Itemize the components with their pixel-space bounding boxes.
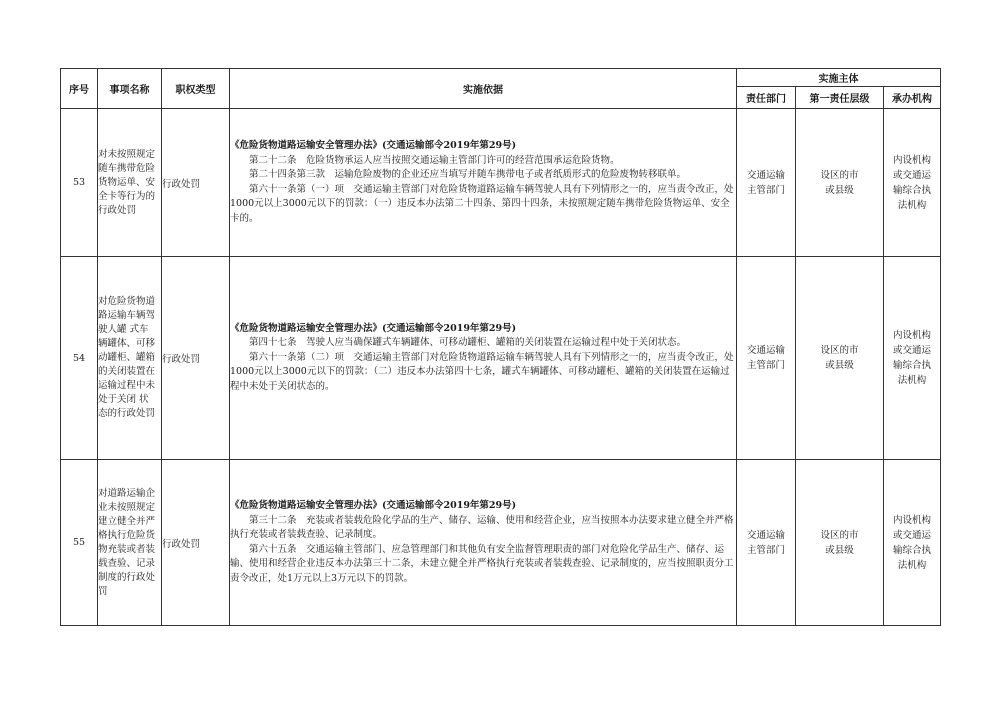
row-first-level bbox=[796, 460, 884, 626]
header-seq: 序号 bbox=[61, 69, 98, 109]
row-item-name bbox=[98, 257, 162, 460]
power-list-table bbox=[60, 68, 941, 626]
item-name-line: 建立健全并严 bbox=[98, 515, 156, 527]
org-line: 或交通运 bbox=[893, 345, 932, 356]
basis-paragraph: 第四十七条 驾驶人应当确保罐式车辆罐体、可移动罐柜、罐箱的关闭装置在运输过程中处于关闭状态。 bbox=[249, 337, 687, 349]
item-name-line: 态的行政处罚 bbox=[98, 408, 156, 419]
item-name-line: 驶人罐 式车 bbox=[98, 324, 149, 335]
item-name-line: 动罐柜、罐箱 bbox=[98, 352, 156, 363]
header-implementing-subject: 实施主体 bbox=[737, 69, 941, 87]
org-line: 或交通运 bbox=[893, 529, 932, 541]
org-line: 内设机构 bbox=[893, 514, 932, 526]
org-line: 输综合执 bbox=[893, 544, 932, 556]
basis-paragraph: 第六十一条第（一）项 交通运输主管部门对危险货物道路运输车辆驾驶人具有下列情形之一的，应当责令改正，处1000元以上3000元以下的罚款：（一）违反本办法第二十四条、第四十四条，未按照规定随车携带危险货物运单、安全卡的。 bbox=[230, 183, 734, 224]
row-first-level bbox=[796, 109, 884, 257]
item-name-line: 格执行危险货 bbox=[98, 529, 156, 541]
org-line: 法机构 bbox=[897, 375, 927, 386]
basis-title: 《危险货物道路运输安全管理办法》(交通运输部令2019年第29号) bbox=[230, 500, 517, 511]
org-line: 内设机构 bbox=[893, 330, 932, 341]
dept-line: 交通运输 bbox=[746, 169, 785, 181]
org-line: 输综合执 bbox=[893, 184, 932, 196]
row-responsible-dept bbox=[737, 109, 796, 257]
basis-paragraph: 第二十二条 危险货物承运人应当按照交通运输主管部门许可的经营范围承运危险货物。 bbox=[249, 154, 620, 166]
row-handling-org bbox=[884, 460, 941, 626]
row-power-type: 行政处罚 bbox=[162, 460, 230, 626]
item-name-line: 的关闭装置在 bbox=[98, 366, 156, 377]
basis-paragraph: 第三十二条 充装或者装载危险化学品的生产、储存、运输、使用和经营企业，应当按照本办法要求建立健全并严格执行充装或者装载查验、记录制度。 bbox=[230, 514, 734, 540]
row-handling-org bbox=[884, 257, 941, 460]
level-line: 或县级 bbox=[825, 360, 854, 371]
org-line: 法机构 bbox=[897, 559, 927, 571]
header-item-name: 事项名称 bbox=[98, 69, 162, 109]
header-first-level: 第一责任层级 bbox=[796, 87, 884, 109]
basis-paragraph: 第六十五条 交通运输主管部门、应急管理部门和其他负有安全监督管理职责的部门对危险化学品生产、储存、运输、使用和经营企业违反本办法第三十二条，未建立健全并严格执行充装或者装载查验、记录制度的，应当按照职责分工责令改正，处1万元以上3万元以下的罚款。 bbox=[230, 543, 734, 584]
item-name-line: 对道路运输企 bbox=[98, 487, 156, 499]
level-line: 设区的市 bbox=[820, 529, 859, 541]
row-power-type: 行政处罚 bbox=[162, 257, 230, 460]
item-name-line: 载查验、记录 bbox=[98, 557, 156, 569]
row-item-name bbox=[98, 460, 162, 626]
row-seq: 53 bbox=[61, 109, 98, 257]
item-name-line: 货物运单、安 bbox=[98, 176, 156, 188]
header-basis: 实施依据 bbox=[230, 69, 737, 109]
org-line: 法机构 bbox=[897, 199, 927, 211]
org-line: 或交通运 bbox=[893, 169, 932, 181]
item-name-line: 路运输车辆驾 bbox=[98, 310, 156, 321]
row-responsible-dept bbox=[737, 460, 796, 626]
row-handling-org bbox=[884, 109, 941, 257]
level-line: 设区的市 bbox=[820, 169, 859, 181]
basis-title: 《危险货物道路运输安全管理办法》(交通运输部令2019年第29号) bbox=[230, 140, 517, 151]
item-name-line: 随车携带危险 bbox=[98, 162, 156, 174]
dept-line: 主管部门 bbox=[746, 184, 785, 196]
row-first-level bbox=[796, 257, 884, 460]
item-name-line: 罚 bbox=[98, 585, 108, 597]
item-name-line: 全卡等行为的 bbox=[98, 190, 156, 202]
basis-paragraph: 第六十一条第（二）项 交通运输主管部门对危险货物道路运输车辆驾驶人具有下列情形之一的，应当责令改正，处1000元以上3000元以下的罚款：（二）违反本办法第四十七条，罐式车辆罐体、可移动罐柜、罐箱的关闭装置在运输过程中未处于关闭状态的。 bbox=[230, 351, 734, 392]
dept-line: 主管部门 bbox=[746, 544, 785, 556]
item-name-line: 业未按照规定 bbox=[98, 501, 156, 513]
item-name-line: 物充装或者装 bbox=[98, 543, 156, 555]
basis-title: 《危险货物道路运输安全管理办法》(交通运输部令2019年第29号) bbox=[230, 322, 517, 334]
item-name-line: 制度的行政处 bbox=[98, 571, 156, 583]
table-row bbox=[61, 460, 941, 626]
table-row bbox=[61, 109, 941, 257]
header-power-type: 职权类型 bbox=[162, 69, 230, 109]
row-power-type: 行政处罚 bbox=[162, 109, 230, 257]
level-line: 或县级 bbox=[825, 544, 854, 556]
org-line: 内设机构 bbox=[893, 154, 932, 166]
item-name-line: 辆罐体、可移 bbox=[98, 338, 156, 349]
item-name-line: 对危险货物道 bbox=[98, 296, 156, 307]
dept-line: 主管部门 bbox=[746, 360, 785, 371]
row-basis bbox=[230, 257, 737, 460]
row-seq: 55 bbox=[61, 460, 98, 626]
table-row bbox=[61, 257, 941, 460]
row-responsible-dept bbox=[737, 257, 796, 460]
row-basis bbox=[230, 109, 737, 257]
row-item-name bbox=[98, 109, 162, 257]
item-name-line: 处于关闭 状 bbox=[98, 394, 149, 405]
row-basis bbox=[230, 460, 737, 626]
dept-line: 交通运输 bbox=[746, 529, 785, 541]
level-line: 或县级 bbox=[825, 184, 854, 196]
header-responsible-dept: 责任部门 bbox=[737, 87, 796, 109]
level-line: 设区的市 bbox=[820, 345, 859, 356]
row-seq: 54 bbox=[61, 257, 98, 460]
item-name-line: 运输过程中未 bbox=[98, 380, 156, 391]
item-name-line: 对未按照规定 bbox=[98, 148, 156, 160]
dept-line: 交通运输 bbox=[746, 345, 785, 356]
item-name-line: 行政处罚 bbox=[98, 204, 137, 216]
org-line: 输综合执 bbox=[893, 360, 932, 371]
header-handling-org: 承办机构 bbox=[884, 87, 941, 109]
basis-paragraph: 第二十四条第三款 运输危险废物的企业还应当填写并随车携带电子或者纸质形式的危险废物转移联单。 bbox=[249, 169, 687, 180]
